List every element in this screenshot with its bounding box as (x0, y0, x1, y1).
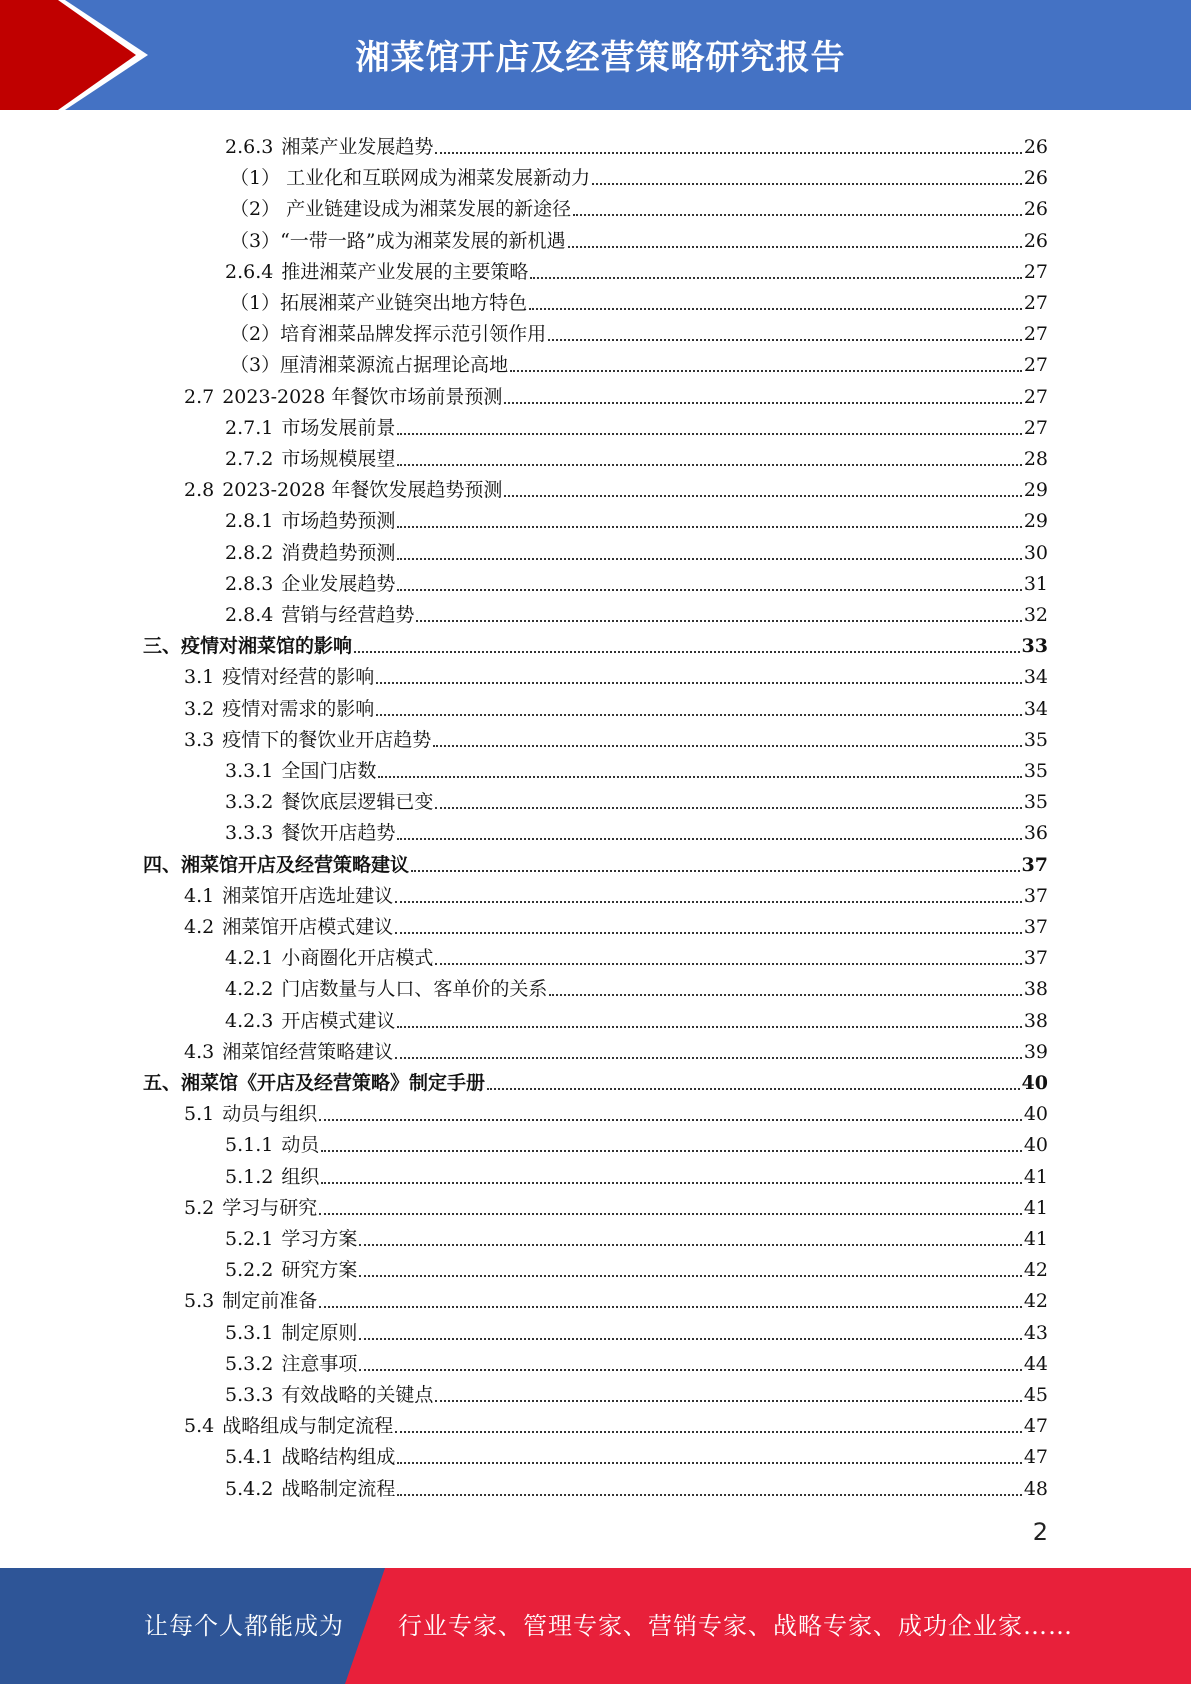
toc-entry-label (184, 728, 431, 752)
toc-entry-title: 湘菜馆《开店及经营策略》制定手册 (181, 1072, 486, 1094)
toc-leader-dots (359, 1369, 1021, 1371)
toc-entry[interactable] (225, 752, 1048, 783)
toc-entry[interactable] (225, 253, 1048, 284)
toc-entry[interactable] (184, 1282, 1048, 1313)
toc-leader-dots (321, 1182, 1021, 1184)
toc-entry-page: 29 (1023, 479, 1048, 502)
toc-leader-dots (487, 1088, 1020, 1090)
toc-entry-label (225, 572, 395, 596)
toc-entry-number: 3.1 (184, 666, 215, 689)
toc-entry-label (184, 1102, 317, 1126)
toc-leader-dots (397, 1494, 1021, 1496)
toc-entry[interactable] (143, 1064, 1048, 1095)
toc-entry-title: 制定原则 (281, 1321, 358, 1344)
toc-entry[interactable] (225, 534, 1048, 565)
toc-entry[interactable] (225, 1438, 1048, 1469)
toc-entry-number: 5.3.1 (225, 1321, 274, 1344)
toc-entry-label (184, 697, 374, 721)
toc-leader-dots (359, 1244, 1021, 1246)
toc-entry-label (143, 853, 409, 877)
toc-entry-number: 2.7 (184, 385, 215, 408)
toc-entry-page: 40 (1023, 1103, 1048, 1126)
toc-entry[interactable] (230, 159, 1048, 190)
toc-entry-title: 餐饮开店趋势 (281, 822, 396, 845)
toc-leader-dots (397, 526, 1021, 528)
toc-entry-number: 5.1.1 (225, 1134, 274, 1157)
toc-entry-number: 2.8 (184, 479, 215, 502)
toc-entry-page: 31 (1023, 572, 1048, 595)
toc-leader-dots (504, 495, 1021, 497)
toc-leader-dots (504, 402, 1021, 404)
toc-leader-dots (376, 682, 1022, 684)
toc-leader-dots (397, 464, 1021, 466)
toc-entry[interactable] (225, 440, 1048, 471)
toc-entry-label (225, 821, 395, 845)
toc-entry-page: 28 (1023, 448, 1048, 470)
toc-leader-dots (549, 994, 1021, 996)
toc-entry-page: 41 (1023, 1228, 1048, 1250)
toc-entry-label (225, 977, 547, 1001)
toc-entry[interactable] (225, 502, 1048, 533)
toc-entry-title: 湘菜产业发展趋势 (281, 136, 434, 158)
toc-entry-page: 35 (1023, 791, 1048, 814)
toc-entry-title: 组织 (281, 1165, 320, 1188)
toc-entry-label (143, 634, 352, 658)
toc-entry[interactable] (184, 877, 1048, 908)
toc-entry-page: 27 (1023, 323, 1048, 346)
toc-entry[interactable] (184, 1033, 1048, 1064)
toc-entry-number: （1） (230, 167, 281, 190)
toc-entry[interactable] (225, 1376, 1048, 1407)
toc-entry-page: 43 (1023, 1321, 1048, 1344)
toc-entry-number: 三、 (143, 635, 182, 658)
toc-entry[interactable] (225, 565, 1048, 596)
toc-leader-dots (411, 870, 1020, 872)
toc-leader-dots (359, 1338, 1021, 1340)
toc-entry-number: 5.2 (184, 1196, 215, 1219)
toc-leader-dots (530, 277, 1021, 279)
toc-entry-page: 40 (1021, 1072, 1048, 1094)
toc-entry-label (225, 135, 433, 159)
toc-entry[interactable] (184, 1189, 1048, 1220)
toc-entry-title: 注意事项 (281, 1352, 358, 1375)
toc-entry-title: 全国门店数 (281, 760, 377, 782)
toc-entry-page: 26 (1023, 198, 1048, 221)
toc-entry-label (184, 478, 502, 502)
toc-entry-title: 开店模式建议 (281, 1009, 396, 1032)
toc-entry[interactable] (225, 783, 1048, 814)
toc-entry-label (184, 915, 393, 939)
toc-entry-number: 5.3.2 (225, 1352, 274, 1375)
toc-leader-dots (397, 589, 1021, 591)
toc-entry-number: 2.8.2 (225, 541, 274, 564)
toc-entry-label (143, 1071, 485, 1095)
toc-entry-page: 27 (1023, 385, 1048, 408)
toc-entry-title: 战略制定流程 (281, 1477, 396, 1500)
toc-entry-number: 5.1 (184, 1103, 215, 1126)
toc-entry-number: 3.3.1 (225, 760, 274, 782)
toc-entry[interactable] (225, 128, 1048, 159)
toc-entry[interactable] (225, 1470, 1048, 1501)
toc-entry-page: 27 (1023, 260, 1048, 283)
toc-leader-dots (397, 1026, 1021, 1028)
toc-entry-title: 2023-2028 年餐饮发展趋势预测 (222, 479, 503, 502)
toc-entry-number: 5.4.2 (225, 1477, 274, 1500)
toc-entry-page: 44 (1023, 1352, 1048, 1375)
toc-entry-title: 研究方案 (281, 1259, 358, 1282)
toc-entry-number: 4.2 (184, 916, 215, 938)
toc-leader-dots (397, 838, 1021, 840)
toc-leader-dots (397, 1462, 1021, 1464)
toc-entry-number: 5.2.2 (225, 1259, 274, 1282)
toc-entry-title: 市场发展前景 (281, 416, 396, 439)
toc-entry-page: 34 (1023, 666, 1048, 689)
toc-entry-number: 四、 (143, 853, 182, 876)
toc-entry-title: 消费趋势预测 (281, 541, 396, 564)
toc-leader-dots (433, 745, 1022, 747)
toc-entry-page: 37 (1023, 916, 1048, 938)
toc-entry-title: 学习与研究 (222, 1196, 318, 1219)
toc-entry-label (184, 1040, 393, 1064)
toc-entry-title: 疫情对湘菜馆的影响 (181, 635, 353, 658)
toc-entry-page: 37 (1023, 947, 1048, 970)
footer-slogan-right: 行业专家、管理专家、营销专家、战略专家、成功企业家…… (398, 1612, 1073, 1640)
toc-entry-label (225, 603, 414, 627)
toc-entry-label (225, 946, 433, 970)
footer-slogan-left: 让每个人都能成为 (144, 1612, 344, 1640)
toc-entry-number: 2.8.3 (225, 572, 274, 595)
toc-entry-page: 29 (1023, 510, 1048, 533)
toc-entry-page: 34 (1023, 697, 1048, 720)
toc-entry-title: 战略结构组成 (281, 1446, 396, 1469)
toc-entry-number: 3.3.2 (225, 791, 274, 814)
toc-leader-dots (397, 433, 1021, 435)
toc-entry-title: 产业链建设成为湘菜发展的新途径 (280, 198, 572, 221)
toc-entry-label (225, 790, 433, 814)
toc-entry[interactable] (225, 596, 1048, 627)
toc-entry-page: 48 (1023, 1477, 1048, 1500)
toc-entry[interactable] (184, 1095, 1048, 1126)
toc-entry-title: 小商圈化开店模式 (281, 947, 434, 970)
toc-entry-title: 企业发展趋势 (281, 572, 396, 595)
toc-entry-page: 35 (1023, 760, 1048, 782)
toc-entry-title: 疫情对经营的影响 (222, 666, 375, 689)
toc-entry-number: （2） (230, 323, 281, 346)
toc-leader-dots (395, 1057, 1022, 1059)
toc-entry-title: 疫情下的餐饮业开店趋势 (222, 728, 432, 751)
toc-entry-label (184, 1414, 393, 1438)
toc-entry-title: 推进湘菜产业发展的主要策略 (281, 260, 529, 283)
toc-leader-dots (378, 776, 1021, 778)
toc-entry-title: 培育湘菜品牌发挥示范引领作用 (280, 323, 547, 346)
toc-entry-page: 42 (1023, 1259, 1048, 1282)
toc-entry-page: 39 (1023, 1040, 1048, 1063)
toc-entry-page: 35 (1023, 728, 1048, 751)
header-title: 湘菜馆开店及经营策略研究报告 (355, 37, 846, 78)
toc-entry-page: 26 (1023, 167, 1048, 190)
toc-entry[interactable] (225, 970, 1048, 1001)
toc-entry-number: 2.7.2 (225, 448, 274, 470)
toc-entry-title: 湘菜馆经营策略建议 (222, 1040, 394, 1063)
toc-leader-dots (435, 152, 1021, 154)
toc-entry-title: 疫情对需求的影响 (222, 697, 375, 720)
toc-entry-number: 4.2.1 (225, 947, 274, 970)
toc-entry-title: 湘菜馆开店选址建议 (222, 884, 394, 907)
toc-entry-title: 动员 (281, 1134, 320, 1157)
toc-entry-number: 4.2.2 (225, 978, 274, 1001)
toc-entry[interactable] (225, 939, 1048, 970)
toc-entry-title: 战略组成与制定流程 (222, 1415, 394, 1438)
toc-leader-dots (395, 1431, 1022, 1433)
toc-entry-number: 3.3.3 (225, 822, 274, 845)
toc-entry[interactable] (230, 284, 1048, 315)
toc-entry-number: 5.4.1 (225, 1446, 274, 1469)
toc-entry-label (225, 1165, 319, 1189)
toc-entry-label (225, 1009, 395, 1033)
toc-entry-label (230, 166, 590, 190)
toc-entry-number: 5.1.2 (225, 1165, 274, 1188)
toc-leader-dots (354, 651, 1020, 653)
toc-entry-number: 2.7.1 (225, 416, 274, 439)
page-footer (0, 1568, 1191, 1684)
toc-leader-dots (592, 183, 1022, 185)
toc-entry-number: 4.3 (184, 1040, 215, 1063)
toc-entry-label (184, 1196, 317, 1220)
toc-entry-label (230, 322, 546, 346)
toc-leader-dots (319, 1119, 1022, 1121)
toc-entry-page: 40 (1023, 1134, 1048, 1157)
toc-leader-dots (548, 339, 1022, 341)
toc-entry[interactable] (143, 627, 1048, 658)
toc-entry-page: 47 (1023, 1446, 1048, 1469)
toc-entry-number: 五、 (143, 1072, 182, 1094)
toc-entry-label (225, 541, 395, 565)
toc-entry-number: 3.3 (184, 728, 215, 751)
page-number: 2 (1032, 1518, 1048, 1546)
toc-entry-label (184, 665, 374, 689)
toc-entry-title: 厘清湘菜源流占据理论高地 (280, 354, 509, 377)
toc-entry-page: 38 (1023, 978, 1048, 1001)
toc-entry-title: 餐饮底层逻辑已变 (281, 791, 434, 814)
toc-leader-dots (416, 620, 1021, 622)
toc-entry-label (184, 884, 393, 908)
toc-entry[interactable] (230, 315, 1048, 346)
toc-leader-dots (435, 1400, 1021, 1402)
toc-entry-number: 3.2 (184, 697, 215, 720)
toc-leader-dots (319, 1213, 1022, 1215)
toc-entry-title: 市场规模展望 (281, 448, 396, 470)
toc-entry[interactable] (225, 1251, 1048, 1282)
toc-entry-label (184, 1289, 317, 1313)
toc-leader-dots (397, 558, 1021, 560)
toc-entry[interactable] (184, 471, 1048, 502)
toc-entry-label (225, 509, 395, 533)
toc-entry-label (230, 197, 571, 221)
toc-entry-label (225, 1133, 319, 1157)
toc-entry-title: 动员与组织 (222, 1103, 318, 1126)
toc-entry-page: 26 (1023, 136, 1048, 158)
toc-entry-number: 5.4 (184, 1415, 215, 1438)
toc-entry-page: 32 (1023, 604, 1048, 626)
toc-entry-label (230, 353, 508, 377)
toc-entry-title: 拓展湘菜产业链突出地方特色 (280, 292, 528, 314)
toc-leader-dots (376, 714, 1022, 716)
toc-entry[interactable] (225, 1002, 1048, 1033)
toc-leader-dots (568, 246, 1022, 248)
toc-entry-label (225, 1445, 395, 1469)
toc-entry-label (225, 1477, 395, 1501)
toc-entry-title: 市场趋势预测 (281, 510, 396, 533)
toc-entry-title: 湘菜馆开店及经营策略建议 (181, 853, 410, 876)
toc-entry-page: 27 (1023, 416, 1048, 439)
toc-entry-page: 42 (1023, 1290, 1048, 1313)
toc-leader-dots (435, 807, 1021, 809)
toc-entry-title: 湘菜馆开店模式建议 (222, 916, 394, 938)
toc-leader-dots (435, 963, 1021, 965)
toc-entry[interactable] (225, 1220, 1048, 1251)
toc-entry-number: 4.2.3 (225, 1009, 274, 1032)
toc-entry-label (225, 416, 395, 440)
toc-entry[interactable] (230, 222, 1048, 253)
toc-entry[interactable] (184, 1407, 1048, 1438)
toc-entry-page: 27 (1023, 292, 1048, 314)
toc-entry-page: 38 (1023, 1009, 1048, 1032)
toc-entry-label (230, 229, 566, 253)
toc-entry-number: 2.8.4 (225, 604, 274, 626)
toc-entry-title: 有效战略的关键点 (281, 1384, 434, 1406)
toc-entry-label (225, 759, 376, 783)
toc-entry-page: 47 (1023, 1415, 1048, 1438)
toc-entry-label (230, 291, 527, 315)
toc-entry-page: 41 (1023, 1165, 1048, 1188)
toc-entry[interactable] (230, 190, 1048, 221)
toc-entry[interactable] (184, 908, 1048, 939)
toc-entry[interactable] (225, 1345, 1048, 1376)
toc-entry[interactable] (184, 378, 1048, 409)
toc-entry[interactable] (184, 690, 1048, 721)
toc-entry-page: 37 (1023, 884, 1048, 907)
toc-entry-label (225, 1321, 357, 1345)
toc-entry-title: 学习方案 (281, 1228, 358, 1250)
toc-leader-dots (319, 1306, 1022, 1308)
toc-entry-page: 27 (1023, 354, 1048, 377)
toc-entry[interactable] (225, 1126, 1048, 1157)
toc-entry-number: 2.6.3 (225, 136, 274, 158)
toc-leader-dots (359, 1275, 1021, 1277)
toc-entry-number: （3） (230, 354, 281, 377)
toc-leader-dots (573, 214, 1022, 216)
toc-leader-dots (395, 932, 1022, 934)
toc-entry-number: 5.2.1 (225, 1228, 274, 1250)
toc-entry-number: 4.1 (184, 884, 215, 907)
toc-entry-page: 36 (1023, 822, 1048, 845)
toc-entry-page: 30 (1023, 541, 1048, 564)
toc-leader-dots (395, 901, 1022, 903)
toc-entry-label (225, 1352, 357, 1376)
toc-entry-number: 2.6.4 (225, 260, 274, 283)
toc-entry-number: （1） (230, 292, 281, 314)
page-header (0, 0, 1191, 110)
toc-entry-page: 45 (1023, 1384, 1048, 1406)
toc-entry[interactable] (225, 409, 1048, 440)
toc-entry[interactable] (225, 1314, 1048, 1345)
toc-leader-dots (321, 1150, 1021, 1152)
toc-entry-title: “一带一路”成为湘菜发展的新机遇 (280, 229, 566, 252)
toc-entry[interactable] (230, 346, 1048, 377)
toc-entry-number: 2.8.1 (225, 510, 274, 533)
toc-entry-number: （2） (230, 198, 281, 221)
toc-entry[interactable] (225, 814, 1048, 845)
toc-entry-title: 营销与经营趋势 (281, 604, 415, 626)
toc-entry-page: 41 (1023, 1196, 1048, 1219)
toc-entry-title: 门店数量与人口、客单价的关系 (281, 978, 548, 1001)
toc-entry[interactable] (184, 658, 1048, 689)
toc-entry-title: 2023-2028 年餐饮市场前景预测 (222, 385, 503, 408)
toc-entry-label (225, 447, 395, 471)
toc-entry-label (225, 1383, 433, 1407)
toc-entry[interactable] (184, 721, 1048, 752)
toc-entry-number: 5.3 (184, 1290, 215, 1313)
toc-entry-label (225, 1227, 357, 1251)
toc-entry-page: 26 (1023, 229, 1048, 252)
toc-entry-number: 5.3.3 (225, 1384, 274, 1406)
toc-entry[interactable] (143, 846, 1048, 877)
toc-entry-number: （3） (230, 229, 281, 252)
toc-entry-page: 33 (1021, 635, 1048, 658)
toc-entry-title: 制定前准备 (222, 1290, 318, 1313)
toc-entry[interactable] (225, 1158, 1048, 1189)
toc-entry-title: 工业化和互联网成为湘菜发展新动力 (280, 167, 591, 190)
toc-entry-page: 37 (1021, 853, 1048, 876)
toc-leader-dots (510, 370, 1022, 372)
toc-entry-label (184, 385, 502, 409)
toc-entry-label (225, 1258, 357, 1282)
toc-leader-dots (529, 308, 1022, 310)
toc-entry-label (225, 260, 528, 284)
